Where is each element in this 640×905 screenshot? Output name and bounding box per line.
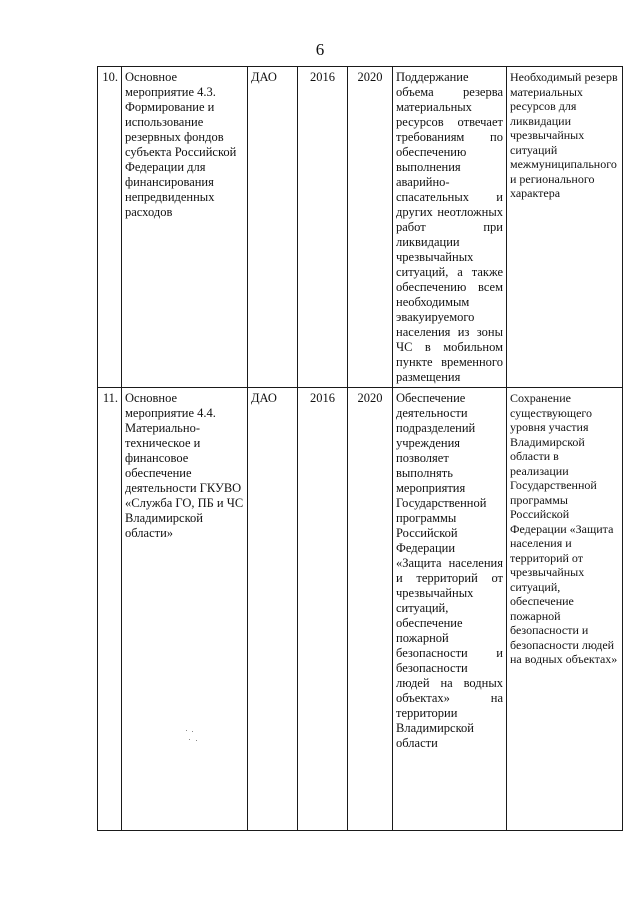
row-number: 10. [98,67,122,388]
expected-result: Поддержание объема резерва материальных ресурсов отвечает требованиям по обеспечению выполнения аварийно-спасательных и других неотложных работ при ликвидации чрезвычайных ситуаций, а также обеспечению всем необходимым эвакуируемого населения из зоны ЧС в мобильном пункте временного размещения [393,67,507,388]
expected-result: Обеспечение деятельности подразделений учреждения позволяет выполнять мероприятия Государственной программы Российской Федерации «Защита населения и территорий от чрезвычайных ситуаций, обеспечение пожарной безопасности и безопасности людей на водных объектах» на территории Владимирской области [393,388,507,831]
executor: ДАО [248,388,298,831]
page-number: 6 [315,40,325,59]
scan-artifact [186,730,198,742]
end-year: 2020 [348,388,393,831]
end-year: 2020 [348,67,393,388]
start-year: 2016 [298,67,348,388]
program-activities-table [97,66,623,831]
consequence: Необходимый резерв материальных ресурсов для ликвидации чрезвычайных ситуаций межмуниципального и регионального характера [507,67,623,388]
executor: ДАО [248,67,298,388]
start-year: 2016 [298,388,348,831]
activity-name: Основное мероприятие 4.4. Материально-техническое и финансовое обеспечение деятельности ГКУВО «Служба ГО, ПБ и ЧС Владимирской области» [122,388,248,831]
activity-name: Основное мероприятие 4.3. Формирование и использование резервных фондов субъекта Российской Федерации для финансирования непредвиденных расходов [122,67,248,388]
table-row [98,388,623,831]
consequence: Сохранение существующего уровня участия Владимирской области в реализации Государственной программы Российской Федерации «Защита населения и территорий от чрезвычайных ситуаций, обеспечение пожарной безопасности и безопасности людей на водных объектах» [507,388,623,831]
table-row [98,67,623,388]
row-number: 11. [98,388,122,831]
